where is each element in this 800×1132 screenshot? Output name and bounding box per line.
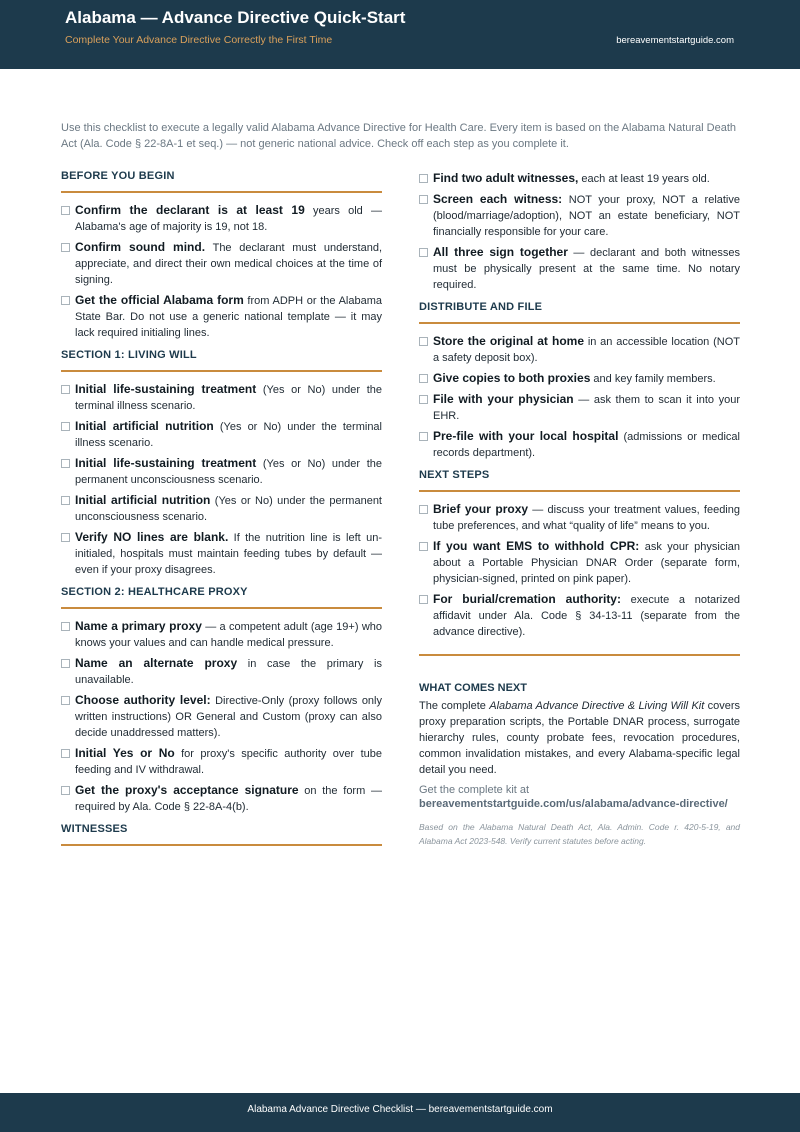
checkbox-icon[interactable] bbox=[419, 542, 428, 551]
checklist-item[interactable] bbox=[61, 418, 382, 451]
item-text: Directive-Only (proxy follows only written instructions) OR General and Custom (proxy can also decide unaddressed matters). bbox=[75, 695, 382, 739]
checklist-item[interactable] bbox=[419, 591, 740, 640]
checklist-item[interactable] bbox=[61, 381, 382, 414]
item-lead: All three sign together bbox=[433, 245, 568, 259]
checklist-item[interactable] bbox=[61, 618, 382, 651]
checkbox-icon[interactable] bbox=[61, 385, 70, 394]
item-text: The declarant must understand, appreciate, and direct their own medical choices at the time of signing. bbox=[75, 242, 382, 286]
checklist-item[interactable] bbox=[419, 191, 740, 240]
item-text: ask your physician about a Portable Physician DNAR Order (separate form, physician-signed, printed on pink paper). bbox=[433, 541, 740, 585]
page-subtitle: Complete Your Advance Directive Correctly the First Time bbox=[65, 34, 333, 46]
section-title: SECTION 2: HEALTHCARE PROXY bbox=[61, 586, 382, 609]
section-title: WITNESSES bbox=[61, 823, 382, 846]
checklist-section bbox=[419, 469, 740, 640]
checkbox-icon[interactable] bbox=[61, 296, 70, 305]
checkbox-icon[interactable] bbox=[61, 696, 70, 705]
checklist-item[interactable] bbox=[61, 292, 382, 341]
item-lead: Verify NO lines are blank. bbox=[75, 530, 229, 544]
checklist-item[interactable] bbox=[61, 782, 382, 815]
item-lead: Confirm the declarant is at least 19 bbox=[75, 203, 305, 217]
intro-paragraph: Use this checklist to execute a legally valid Alabama Advance Directive for Health Care. Every item is based on the Alabama Natural Death Act (Ala. Code § 22-8A-1 et seq.) — not generic national advice. Check off each step as you complete it. bbox=[61, 122, 737, 150]
checklist-item[interactable] bbox=[61, 655, 382, 688]
item-lead: Initial artificial nutrition bbox=[75, 493, 211, 507]
item-lead: Initial life-sustaining treatment bbox=[75, 456, 257, 470]
item-text: If the nutrition line is left un-initialed, hospitals must maintain feeding tubes by default — even if your proxy disagrees. bbox=[75, 532, 382, 576]
checklist-item[interactable] bbox=[419, 428, 740, 461]
checkbox-icon[interactable] bbox=[419, 337, 428, 346]
checklist-section bbox=[61, 349, 382, 578]
item-lead: Initial artificial nutrition bbox=[75, 419, 214, 433]
item-lead: Find two adult witnesses, bbox=[433, 171, 579, 185]
checkbox-icon[interactable] bbox=[61, 243, 70, 252]
what-comes-next-body bbox=[419, 698, 740, 778]
section-title: NEXT STEPS bbox=[419, 469, 740, 492]
what-comes-next-heading: WHAT COMES NEXT bbox=[419, 682, 527, 694]
item-text: and key family members. bbox=[590, 373, 716, 385]
section-divider bbox=[419, 654, 740, 656]
checklist-section bbox=[61, 823, 382, 846]
item-text: each at least 19 years old. bbox=[578, 173, 710, 185]
checklist-section bbox=[61, 586, 382, 815]
item-text: (Yes or No) under the terminal illness scenario. bbox=[75, 421, 382, 449]
item-text: (Yes or No) under the permanent unconsciousness scenario. bbox=[75, 458, 382, 486]
item-text: (Yes or No) under the terminal illness scenario. bbox=[75, 384, 382, 412]
section-title: DISTRIBUTE AND FILE bbox=[419, 301, 740, 324]
item-text: for proxy's specific authority over tube feeding and IV withdrawal. bbox=[75, 748, 382, 776]
item-lead: For burial/cremation authority: bbox=[433, 592, 621, 606]
item-text: — ask them to scan it into your EHR. bbox=[433, 394, 740, 422]
body-post: covers proxy preparation scripts, the Portable DNAR process, surrogate hierarchy rules, county probate fees, revocation procedures, common invalidation mistakes, and every Alabama-specific legal detail you need. bbox=[419, 700, 740, 776]
item-lead: Get the official Alabama form bbox=[75, 293, 244, 307]
item-text: in an accessible location (NOT a safety deposit box). bbox=[433, 336, 740, 364]
kit-label: Get the complete kit at bbox=[419, 784, 530, 796]
checklist-item[interactable] bbox=[419, 170, 740, 187]
footer-text: Alabama Advance Directive Checklist — bereavementstartguide.com bbox=[247, 1104, 553, 1115]
page-title: Alabama — Advance Directive Quick-Start bbox=[65, 8, 406, 27]
section-title: BEFORE YOU BEGIN bbox=[61, 170, 382, 193]
item-lead: If you want EMS to withhold CPR: bbox=[433, 539, 640, 553]
checklist-item[interactable] bbox=[61, 529, 382, 578]
item-lead: Name an alternate proxy bbox=[75, 656, 238, 670]
item-text: (admissions or medical records department). bbox=[433, 431, 740, 459]
checklist-item[interactable] bbox=[419, 333, 740, 366]
item-lead: File with your physician bbox=[433, 392, 574, 406]
page-footer bbox=[0, 1093, 800, 1132]
left-column bbox=[61, 170, 382, 855]
checklist-item[interactable] bbox=[419, 501, 740, 534]
checklist-item[interactable] bbox=[61, 239, 382, 288]
section-title: SECTION 1: LIVING WILL bbox=[61, 349, 382, 372]
item-lead: Screen each witness: bbox=[433, 192, 563, 206]
item-text: — declarant and both witnesses must be physically present at the same time. No notary required. bbox=[433, 247, 740, 291]
checkbox-icon[interactable] bbox=[61, 533, 70, 542]
item-text: in case the primary is unavailable. bbox=[75, 658, 382, 686]
item-text: from ADPH or the Alabama State Bar. Do not use a generic national template — it may lack required initialing lines. bbox=[75, 295, 382, 339]
kit-url-link[interactable]: bereavementstartguide.com/us/alabama/advance-directive/ bbox=[419, 798, 728, 810]
item-lead: Confirm sound mind. bbox=[75, 240, 206, 254]
checkbox-icon[interactable] bbox=[61, 206, 70, 215]
item-text: on the form — required by Ala. Code § 22-8A-4(b). bbox=[75, 785, 382, 813]
checkbox-icon[interactable] bbox=[419, 432, 428, 441]
page-header bbox=[0, 0, 800, 69]
checkbox-icon[interactable] bbox=[419, 195, 428, 204]
checkbox-icon[interactable] bbox=[61, 622, 70, 631]
right-column bbox=[419, 170, 740, 848]
item-lead: Name a primary proxy bbox=[75, 619, 202, 633]
checklist-section bbox=[419, 301, 740, 461]
item-text: NOT your proxy, NOT a relative (blood/marriage/adoption), NOT an estate beneficiary, NOT financially responsible for your care. bbox=[433, 194, 740, 238]
checkbox-icon[interactable] bbox=[419, 174, 428, 183]
checklist-item[interactable] bbox=[419, 244, 740, 293]
checklist-item[interactable] bbox=[419, 370, 740, 387]
checklist-section bbox=[419, 170, 740, 293]
checkbox-icon[interactable] bbox=[61, 496, 70, 505]
checkbox-icon[interactable] bbox=[61, 659, 70, 668]
item-lead: Pre-file with your local hospital bbox=[433, 429, 619, 443]
item-text: — discuss your treatment values, feeding tube preferences, and what “quality of life” means to you. bbox=[433, 504, 740, 532]
checkbox-icon[interactable] bbox=[419, 395, 428, 404]
item-lead: Initial life-sustaining treatment bbox=[75, 382, 257, 396]
checkbox-icon[interactable] bbox=[61, 422, 70, 431]
right-sections bbox=[419, 170, 740, 640]
item-lead: Brief your proxy bbox=[433, 502, 529, 516]
item-lead: Initial Yes or No bbox=[75, 746, 175, 760]
header-site-link[interactable]: bereavementstartguide.com bbox=[616, 35, 734, 46]
checklist-item[interactable] bbox=[61, 692, 382, 741]
item-text: execute a notarized affidavit under Ala. Code § 34-13-11 (separate from the advance directive). bbox=[433, 594, 740, 638]
item-text: (Yes or No) under the permanent unconsciousness scenario. bbox=[75, 495, 382, 523]
item-lead: Get the proxy's acceptance signature bbox=[75, 783, 299, 797]
checkbox-icon[interactable] bbox=[419, 595, 428, 604]
item-lead: Store the original at home bbox=[433, 334, 585, 348]
checklist-item[interactable] bbox=[61, 202, 382, 235]
checklist-section bbox=[61, 170, 382, 341]
item-text: years old — Alabama's age of majority is 19, not 18. bbox=[75, 205, 383, 233]
legal-note: Based on the Alabama Natural Death Act, Ala. Admin. Code r. 420-5-19, and Alabama Act 2023-548. Verify current statutes before acting. bbox=[419, 822, 740, 846]
checklist-item[interactable] bbox=[61, 745, 382, 778]
what-comes-next bbox=[419, 682, 740, 848]
checkbox-icon[interactable] bbox=[419, 505, 428, 514]
checklist-item[interactable] bbox=[419, 538, 740, 587]
item-lead: Give copies to both proxies bbox=[433, 371, 591, 385]
checkbox-icon[interactable] bbox=[61, 749, 70, 758]
checklist-item[interactable] bbox=[61, 492, 382, 525]
body-pre: The complete bbox=[419, 700, 490, 712]
item-text: — a competent adult (age 19+) who knows your values and can handle medical pressure. bbox=[75, 621, 383, 649]
checklist-item[interactable] bbox=[61, 455, 382, 488]
checkbox-icon[interactable] bbox=[419, 374, 428, 383]
checkbox-icon[interactable] bbox=[61, 459, 70, 468]
checkbox-icon[interactable] bbox=[61, 786, 70, 795]
checkbox-icon[interactable] bbox=[419, 248, 428, 257]
item-lead: Choose authority level: bbox=[75, 693, 211, 707]
checklist-item[interactable] bbox=[419, 391, 740, 424]
kit-name: Alabama Advance Directive & Living Will Kit bbox=[489, 700, 705, 712]
